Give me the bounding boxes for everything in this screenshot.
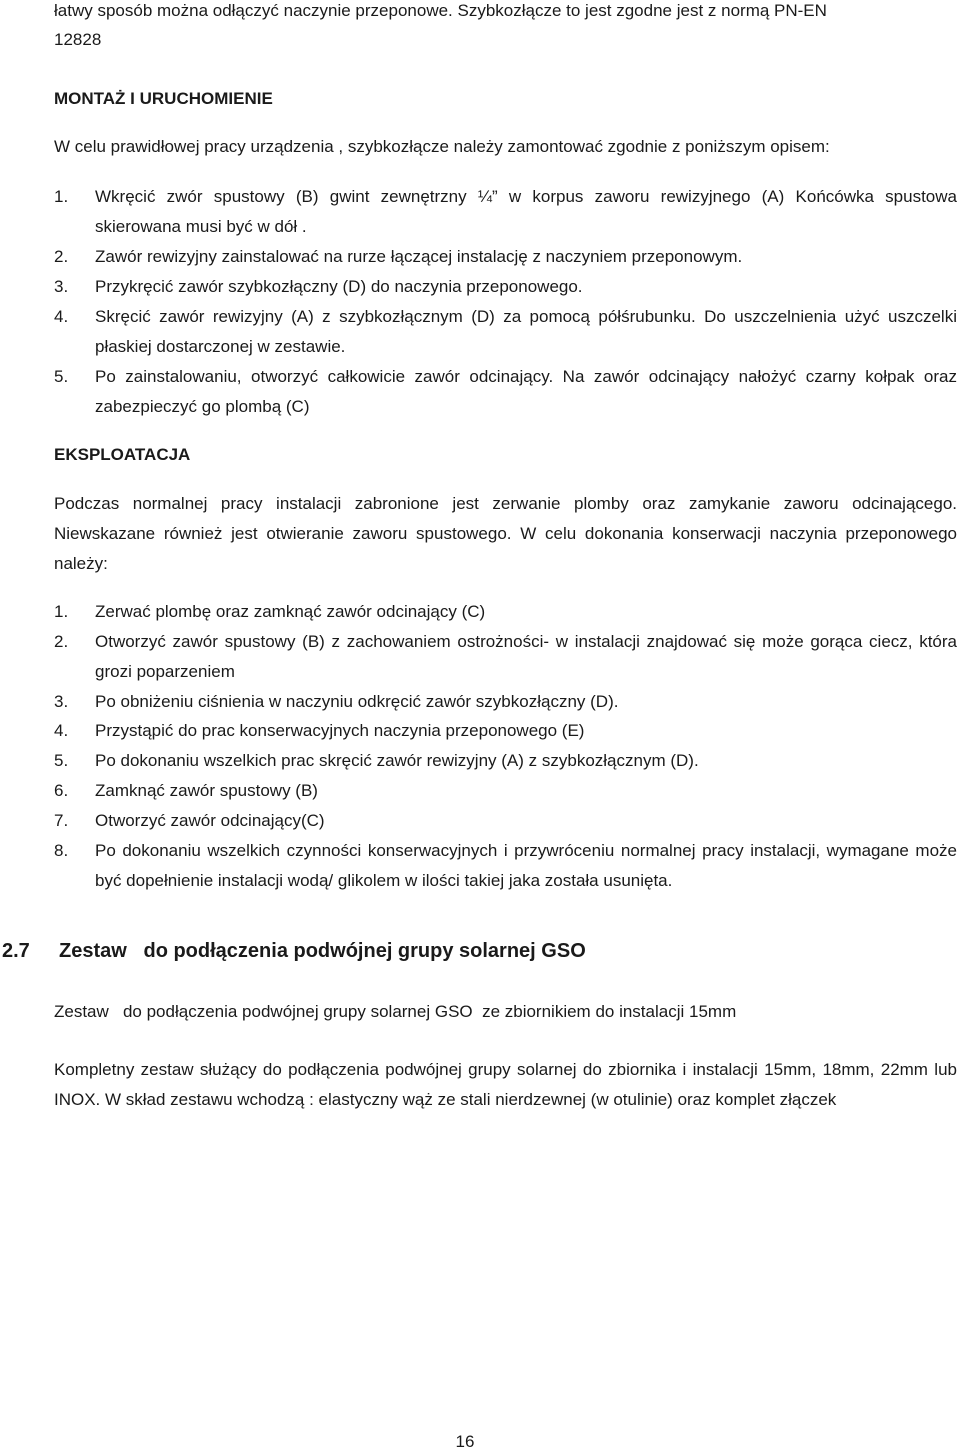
step-text: Otworzyć zawór odcinający(C) [95,811,325,830]
montaz-step [54,302,957,362]
eksploatacja-step [54,716,957,746]
step-text: Po dokonaniu wszelkich prac skręcić zawór rewizyjny (A) z szybkozłącznym (D). [95,751,699,770]
section-subtitle: Zestaw do podłączenia podwójnej grupy solarnej GSO ze zbiornikiem do instalacji 15mm [54,1002,737,1021]
intro-line-1: łatwy sposób można odłączyć naczynie przeponowe. Szybkozłącze to jest zgodne jest z normą PN-EN [54,1,827,20]
section-paragraph: Kompletny zestaw służący do podłączenia podwójnej grupy solarnej do zbiornika i instalacji 15mm, 18mm, 22mm lub INOX. W skład zestawu wchodzą : elastyczny wąż ze stali nierdzewnej (w otulinie) oraz komplet złączek [54,1060,957,1109]
eksploatacja-step [54,806,957,836]
eksploatacja-step [54,836,957,896]
section-title: Zestaw do podłączenia podwójnej grupy solarnej GSO [59,940,586,962]
step-number: 4. [54,307,69,326]
step-text: Skręcić zawór rewizyjny (A) z szybkozłącznym (D) za pomocą półśrubunku. Do uszczelnienia użyć uszczelki płaskiej dostarczonej w zestawie. [95,307,957,356]
montaz-lead: W celu prawidłowej pracy urządzenia , szybkozłącze należy zamontować zgodnie z poniższym opisem: [54,137,830,156]
step-text: Po obniżeniu ciśnienia w naczyniu odkręcić zawór szybkozłączny (D). [95,692,619,711]
step-text: Wkręcić zwór spustowy (B) gwint zewnętrzny ¼” w korpus zaworu rewizyjnego (A) Końcówka spustowa skierowana musi być w dół . [95,187,957,236]
eksploatacja-heading: EKSPLOATACJA [54,445,191,464]
step-text: Przykręcić zawór szybkozłączny (D) do naczynia przeponowego. [95,277,583,296]
eksploatacja-step [54,776,957,806]
step-number: 5. [54,367,69,386]
step-number: 1. [54,187,69,206]
step-text: Przystąpić do prac konserwacyjnych naczynia przeponowego (E) [95,721,585,740]
montaz-step [54,272,957,302]
step-number: 3. [54,277,69,296]
step-text: Po dokonaniu wszelkich czynności konserwacyjnych i przywróceniu normalnej pracy instalacji, wymagane może być dopełnienie instalacji wodą/ glikolem w ilości takiej jaka została usunięta. [95,841,957,890]
intro-line-2: 12828 [54,30,102,49]
step-number: 7. [54,811,69,830]
step-text: Zawór rewizyjny zainstalować na rurze łączącej instalację z naczyniem przeponowym. [95,247,743,266]
step-text: Zerwać plombę oraz zamknąć zawór odcinający (C) [95,602,486,621]
eksploatacja-step [54,687,957,717]
step-number: 1. [54,602,69,621]
eksploatacja-step [54,597,957,627]
eksploatacja-step [54,627,957,687]
montaz-step [54,182,957,242]
step-number: 4. [54,721,69,740]
step-text: Po zainstalowaniu, otworzyć całkowicie zawór odcinający. Na zawór odcinający nałożyć czarny kołpak oraz zabezpieczyć go plombą (C) [95,367,957,416]
step-number: 6. [54,781,69,800]
eksploatacja-paragraph: Podczas normalnej pracy instalacji zabronione jest zerwanie plomby oraz zamykanie zaworu odcinającego. Niewskazane również jest otwieranie zaworu spustowego. W celu dokonania konserwacji naczynia przeponowego należy: [54,494,957,573]
montaz-heading: MONTAŻ I URUCHOMIENIE [54,89,273,108]
step-text: Otworzyć zawór spustowy (B) z zachowaniem ostrożności- w instalacji znajdować się może gorąca ciecz, która grozi poparzeniem [95,632,957,681]
step-number: 5. [54,751,69,770]
step-number: 2. [54,247,69,266]
eksploatacja-step [54,746,957,776]
step-number: 3. [54,692,69,711]
montaz-step [54,362,957,422]
section-number: 2.7 [2,940,30,962]
step-number: 2. [54,632,69,651]
step-text: Zamknąć zawór spustowy (B) [95,781,318,800]
page-number: 16 [455,1432,475,1451]
montaz-step [54,242,957,272]
step-number: 8. [54,841,69,860]
